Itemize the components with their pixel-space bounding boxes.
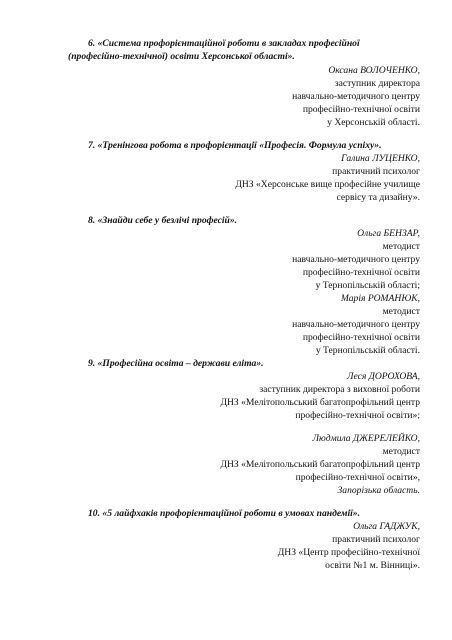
- item-7-speaker-position: практичний психолог: [332, 166, 420, 177]
- item-9-speaker-1-name: Леся ДОРОХОВА,: [346, 371, 420, 382]
- item-8-speaker-1-org-line-2: професійно-технічної освіти: [302, 267, 420, 278]
- item-6-speaker-org-line-3: у Херсонській області.: [327, 117, 420, 128]
- item-7-speaker-org-line-1: ДНЗ «Херсонське вище професійне училище: [235, 179, 420, 190]
- item-8-speaker-1-name: Ольга БЕНЗАР,: [357, 228, 420, 239]
- item-7-heading: 7. «Тренінгова робота в профорієнтації «Професія. Формула успіху».: [88, 140, 382, 151]
- item-9-speaker-1-org-line-1: ДНЗ «Мелітопольський багатопрофільний центр: [220, 397, 420, 408]
- item-8-speaker-1-org-line-3: у Тернопільській області;: [315, 280, 420, 291]
- item-9-speaker-2-org-line-1: ДНЗ «Мелітопольський багатопрофільний центр: [220, 459, 420, 470]
- item-10-speaker-org-line-1: ДНЗ «Центр професійно-технічної: [277, 547, 420, 558]
- item-6-heading-line-1: 6. «Система профорієнтаційної роботи в закладах професійної: [88, 38, 360, 49]
- item-9-speaker-1-org-line-2: професійно-технічної освіти»;: [295, 410, 420, 421]
- item-9-speaker-2-region: Запорізька область.: [337, 485, 420, 496]
- item-6-speaker-org-line-2: професійно-технічної освіти: [302, 104, 420, 115]
- item-6-speaker-name: Оксана ВОЛОЧЕНКО,: [328, 65, 420, 76]
- item-8-heading: 8. «Знайди себе у безлічі професій».: [88, 215, 238, 226]
- item-10-speaker-name: Ольга ГАДЖУК,: [353, 521, 420, 532]
- item-7-speaker-name: Галина ЛУЦЕНКО,: [341, 153, 420, 164]
- item-9-speaker-2-org-line-2: професійно-технічної освіти»,: [295, 472, 420, 483]
- item-8-speaker-2-org-line-2: професійно-технічної освіти: [302, 332, 420, 343]
- item-10-speaker-position: практичний психолог: [332, 534, 420, 545]
- item-10-heading: 10. «5 лайфхаків профорієнтаційної роботи в умовах пандемії».: [88, 508, 361, 519]
- item-8-speaker-2-name: Марія РОМАНЮК,: [340, 293, 420, 304]
- item-10-speaker-org-line-2: освіти №1 м. Вінниці».: [325, 560, 420, 571]
- item-8-speaker-2-org-line-1: навчально-методичного центру: [292, 319, 420, 330]
- item-6-speaker-position: заступник директора: [334, 78, 420, 89]
- item-9-speaker-2-position: методист: [382, 446, 420, 457]
- item-8-speaker-2-position: методист: [382, 306, 420, 317]
- item-9-speaker-1-position: заступник директора з виховної роботи: [259, 384, 420, 395]
- item-7-speaker-org-line-2: сервісу та дизайну».: [336, 192, 420, 203]
- item-9-speaker-2-name: Людмила ДЖЕРЕЛЕЙКО,: [312, 433, 420, 444]
- item-8-speaker-1-position: методист: [382, 241, 420, 252]
- item-9-heading: 9. «Професійна освіта – держави еліта».: [88, 358, 264, 369]
- item-8-speaker-1-org-line-1: навчально-методичного центру: [292, 254, 420, 265]
- item-8-speaker-2-org-line-3: у Тернопільській області.: [315, 345, 420, 356]
- item-6-heading-line-2: (професійно-технічної) освіти Херсонської області».: [68, 51, 295, 62]
- item-6-speaker-org-line-1: навчально-методичного центру: [292, 91, 420, 102]
